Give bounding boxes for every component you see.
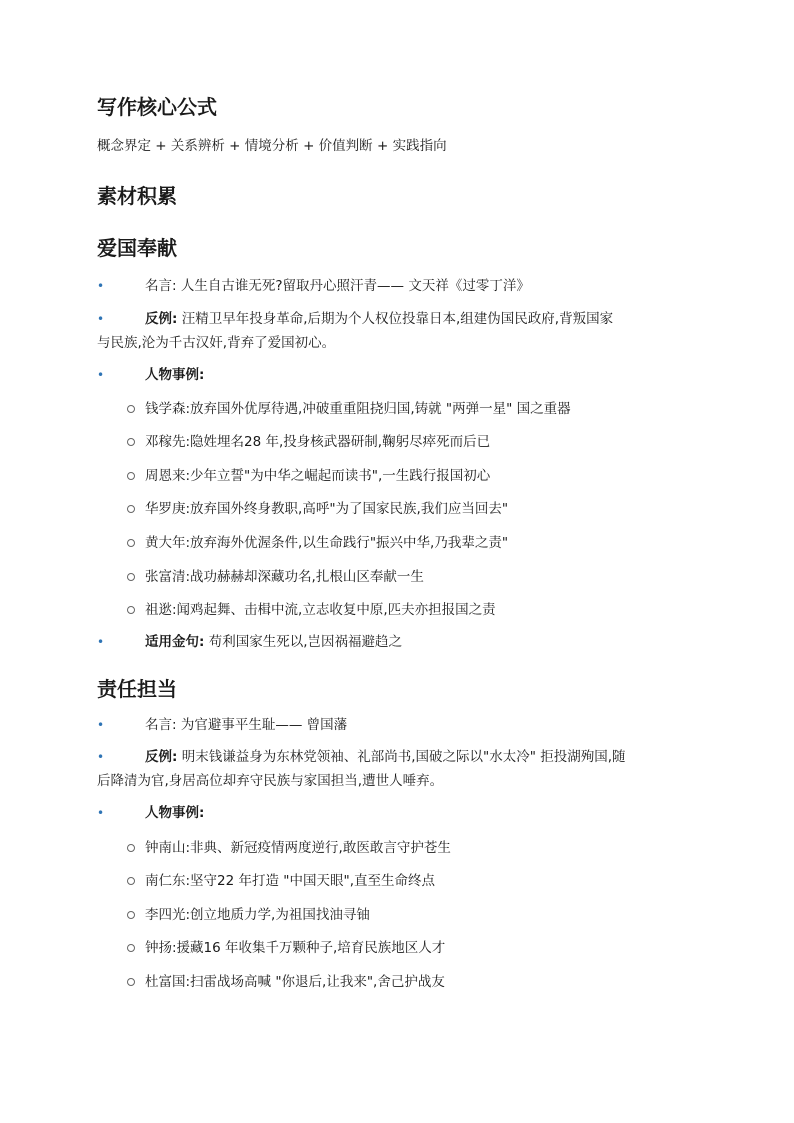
materials-heading: 素材积累 <box>97 184 177 208</box>
list-item: 邓稼先:隐姓埋名28 年,投身核武器研制,鞠躬尽瘁死而后已 <box>127 433 490 451</box>
list-item: 南仁东:坚守22 年打造 "中国天眼",直至生命终点 <box>127 872 435 890</box>
list-item: 张富清:战功赫赫却深藏功名,扎根山区奉献一生 <box>127 568 424 586</box>
circle-bullet-icon <box>127 472 135 480</box>
golden-text: 苟利国家生死以,岂因祸福避趋之 <box>208 634 402 650</box>
counter-label: 反例: <box>145 311 178 327</box>
bullet-icon: • <box>97 368 105 382</box>
list-item: 钟南山:非典、新冠疫情两度逆行,敢医敢言守护苍生 <box>127 839 451 857</box>
counter-example-item <box>97 745 697 793</box>
examples-label: 人物事例: <box>145 805 205 821</box>
golden-label: 适用金句: <box>145 634 205 650</box>
counter-example-item <box>97 307 697 355</box>
list-item: 华罗庚:放弃国外终身教职,高呼"为了国家民族,我们应当回去" <box>127 500 508 518</box>
quote-item <box>97 274 697 298</box>
counter-label: 反例: <box>145 749 178 765</box>
bullet-icon: • <box>97 806 105 820</box>
circle-bullet-icon <box>127 844 135 852</box>
circle-bullet-icon <box>127 978 135 986</box>
list-item: 钟扬:援藏16 年收集千万颗种子,培育民族地区人才 <box>127 939 445 957</box>
bullet-icon: • <box>97 312 105 326</box>
circle-bullet-icon <box>127 877 135 885</box>
circle-bullet-icon <box>127 573 135 581</box>
circle-bullet-icon <box>127 438 135 446</box>
quote-label: 名言: <box>145 717 177 733</box>
circle-bullet-icon <box>127 405 135 413</box>
circle-bullet-icon <box>127 505 135 513</box>
formula-text: 概念界定 + 关系辨析 + 情境分析 + 价值判断 + 实践指向 <box>97 138 447 154</box>
counter-text-line2: 与民族,沦为千古汉奸,背弃了爱国初心。 <box>97 335 336 351</box>
bullet-icon: • <box>97 718 105 732</box>
examples-label: 人物事例: <box>145 367 205 383</box>
examples-item <box>97 801 697 825</box>
bullet-icon: • <box>97 635 105 649</box>
quote-text: 人生自古谁无死?留取丹心照汗青—— 文天祥《过零丁洋》 <box>180 278 530 294</box>
bullet-icon: • <box>97 750 105 764</box>
counter-text-line1: 明末钱谦益身为东林党领袖、礼部尚书,国破之际以"水太冷" 拒投湖殉国,随 <box>181 749 626 765</box>
section-heading-patriotism: 爱国奉献 <box>97 236 177 260</box>
examples-item <box>97 363 697 387</box>
list-item: 杜富国:扫雷战场高喊 "你退后,让我来",舍己护战友 <box>127 973 445 991</box>
list-item: 祖逖:闻鸡起舞、击楫中流,立志收复中原,匹夫亦担报国之责 <box>127 601 496 619</box>
circle-bullet-icon <box>127 911 135 919</box>
list-item: 李四光:创立地质力学,为祖国找油寻铀 <box>127 906 370 924</box>
bullet-icon: • <box>97 279 105 293</box>
list-item: 钱学森:放弃国外优厚待遇,冲破重重阻挠归国,铸就 "两弹一星" 国之重器 <box>127 400 571 418</box>
circle-bullet-icon <box>127 539 135 547</box>
circle-bullet-icon <box>127 944 135 952</box>
quote-item <box>97 713 697 737</box>
quote-text: 为官避事平生耻—— 曾国藩 <box>180 717 348 733</box>
circle-bullet-icon <box>127 606 135 614</box>
counter-text-line1: 汪精卫早年投身革命,后期为个人权位投靠日本,组建伪国民政府,背叛国家 <box>181 311 614 327</box>
counter-text-line2: 后降清为官,身居高位却弃守民族与家国担当,遭世人唾弃。 <box>97 773 444 789</box>
section-heading-responsibility: 责任担当 <box>97 677 177 701</box>
golden-quote-item <box>97 630 697 654</box>
list-item: 黄大年:放弃海外优渥条件,以生命践行"振兴中华,乃我辈之责" <box>127 534 508 552</box>
quote-label: 名言: <box>145 278 177 294</box>
formula-heading: 写作核心公式 <box>97 95 217 119</box>
list-item: 周恩来:少年立誓"为中华之崛起而读书",一生践行报国初心 <box>127 467 490 485</box>
